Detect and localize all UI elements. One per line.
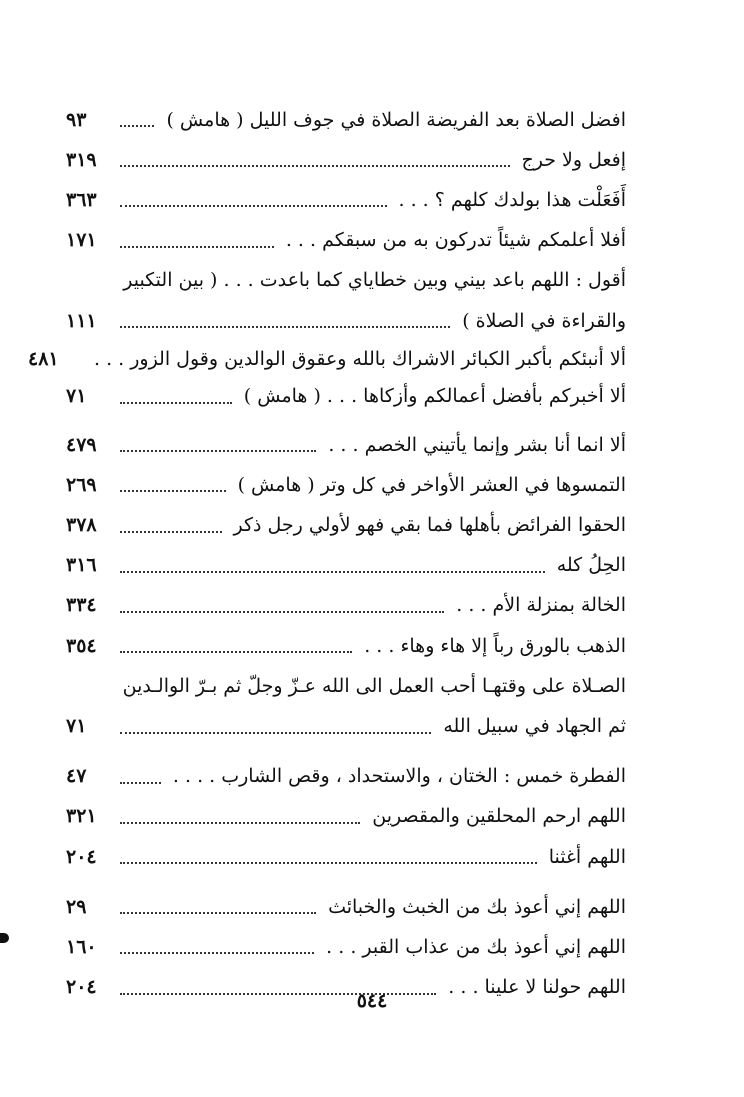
dot-leader <box>120 402 232 404</box>
entry-page-number: ٣٢١ <box>66 805 97 828</box>
entry-text: والقراءة في الصلاة ) <box>462 309 626 332</box>
index-entry <box>66 378 626 415</box>
entry-text: أَفَعَلْت هذا بولدك كلهم ؟ . . . <box>398 188 626 211</box>
entry-page-number: ٤٧ <box>66 765 87 788</box>
entry-text: الحقوا الفرائض بأهلها فما بقي فهو لأولي رجل ذكر <box>233 514 626 537</box>
entry-page-number: ٩٣ <box>66 108 87 131</box>
entry-page-number: ٧١ <box>66 385 87 408</box>
entry-page-number: ١١١ <box>66 309 97 332</box>
index-entry <box>66 887 626 927</box>
dot-leader <box>120 782 161 784</box>
entry-text: الخالة بمنزلة الأم . . . <box>456 594 626 617</box>
dot-leader <box>120 246 274 248</box>
index-entry <box>66 465 626 505</box>
entry-page-number: ٢٠٤ <box>66 845 97 868</box>
index-entry <box>66 506 626 546</box>
dot-leader <box>120 611 444 613</box>
entry-text: ألا انما أنا بشر وإنما يأتيني الخصم . . . <box>328 433 626 456</box>
index-entry <box>66 797 626 837</box>
entry-page-number: ٣٦٣ <box>66 188 97 211</box>
index-entry <box>66 140 626 180</box>
entry-text: ثم الجهاد في سبيل الله <box>443 715 626 738</box>
entry-text: أفلا أعلمكم شيئاً تدركون به من سبقكم . . . <box>285 229 626 252</box>
page-number: ٥٤٤ <box>356 990 388 1012</box>
entry-text: الفطرة خمس : الختان ، والاستحداد ، وقص الشارب . . . . <box>172 765 626 788</box>
entry-page-number: ٤٨١ <box>27 348 59 371</box>
entry-text: اللهم إني أعوذ بك من عذاب القبر . . . <box>326 935 626 958</box>
hadith-index-list <box>27 100 626 1008</box>
index-entry <box>66 626 626 666</box>
dot-leader <box>120 125 154 127</box>
entry-page-number: ٣١٦ <box>66 554 97 577</box>
entry-text: افضل الصلاة بعد الفريضة الصلاة في جوف الليل ( هامش ) <box>166 108 626 131</box>
entry-page-number: ٢٦٩ <box>66 473 97 496</box>
entry-page-number: ٣٣٤ <box>66 594 97 617</box>
index-entry <box>66 586 626 626</box>
entry-text: الحِلُ كله <box>556 554 626 577</box>
index-entry <box>66 301 626 341</box>
dot-leader <box>120 912 316 914</box>
entry-text: الذهب بالورق رباً إلا هاء وهاء . . . <box>364 634 626 657</box>
dot-leader <box>120 450 316 452</box>
dot-leader <box>120 651 352 653</box>
entry-page-number: ٢٠٤ <box>66 976 97 999</box>
entry-page-number: ٢٩ <box>66 895 87 918</box>
index-entry-continued <box>66 261 626 301</box>
entry-text: الصـلاة على وقتهـا أحب العمل الى الله عـزّ وجلّ ثم بـرّ الوالـدين <box>122 674 626 697</box>
entry-page-number: ١٧١ <box>66 229 97 252</box>
entry-text: إفعل ولا حرج <box>521 148 626 171</box>
scan-edge-mark <box>0 933 9 943</box>
dot-leader <box>120 571 545 573</box>
index-entry <box>66 425 626 465</box>
entry-text: ألا أخبركم بأفضل أعمالكم وأزكاها . . . ( هامش ) <box>243 385 626 408</box>
entry-text: اللهم حولنا لا علينا . . . <box>448 976 626 999</box>
entry-page-number: ١٦٠ <box>66 935 97 958</box>
index-entry <box>66 180 626 220</box>
index-entry <box>66 546 626 586</box>
index-entry <box>66 706 626 746</box>
entry-page-number: ٧١ <box>66 715 87 738</box>
entry-text: اللهم ارحم المحلقين والمقصرين <box>372 805 626 828</box>
dot-leader <box>120 862 537 864</box>
index-entry <box>27 341 626 378</box>
entry-text: ألا أنبئكم بأكبر الكبائر الاشراك بالله وعقوق الوالدين وقول الزور . . . <box>93 348 626 371</box>
entry-text: أقول : اللهم باعد بيني وبين خطاياي كما باعدت . . . ( بين التكبير <box>123 269 626 292</box>
dot-leader <box>120 490 226 492</box>
index-entry <box>66 757 626 797</box>
dot-leader <box>120 952 314 954</box>
entry-text: اللهم أغثنا <box>548 845 626 868</box>
index-entry <box>66 837 626 877</box>
entry-page-number: ٣١٩ <box>66 148 97 171</box>
index-entry-continued <box>66 666 626 706</box>
dot-leader <box>120 326 450 328</box>
entry-text: التمسوها في العشر الأواخر في كل وتر ( هامش ) <box>237 473 626 496</box>
dot-leader <box>120 165 510 167</box>
dot-leader <box>120 822 360 824</box>
entry-page-number: ٣٧٨ <box>66 514 97 537</box>
index-entry <box>66 100 626 140</box>
entry-page-number: ٤٧٩ <box>66 433 97 456</box>
index-entry <box>66 927 626 967</box>
entry-text: اللهم إني أعوذ بك من الخبث والخبائث <box>328 895 626 918</box>
index-entry <box>66 221 626 261</box>
dot-leader <box>120 531 222 533</box>
dot-leader <box>120 205 387 207</box>
entry-page-number: ٣٥٤ <box>66 634 97 657</box>
dot-leader <box>120 732 431 734</box>
